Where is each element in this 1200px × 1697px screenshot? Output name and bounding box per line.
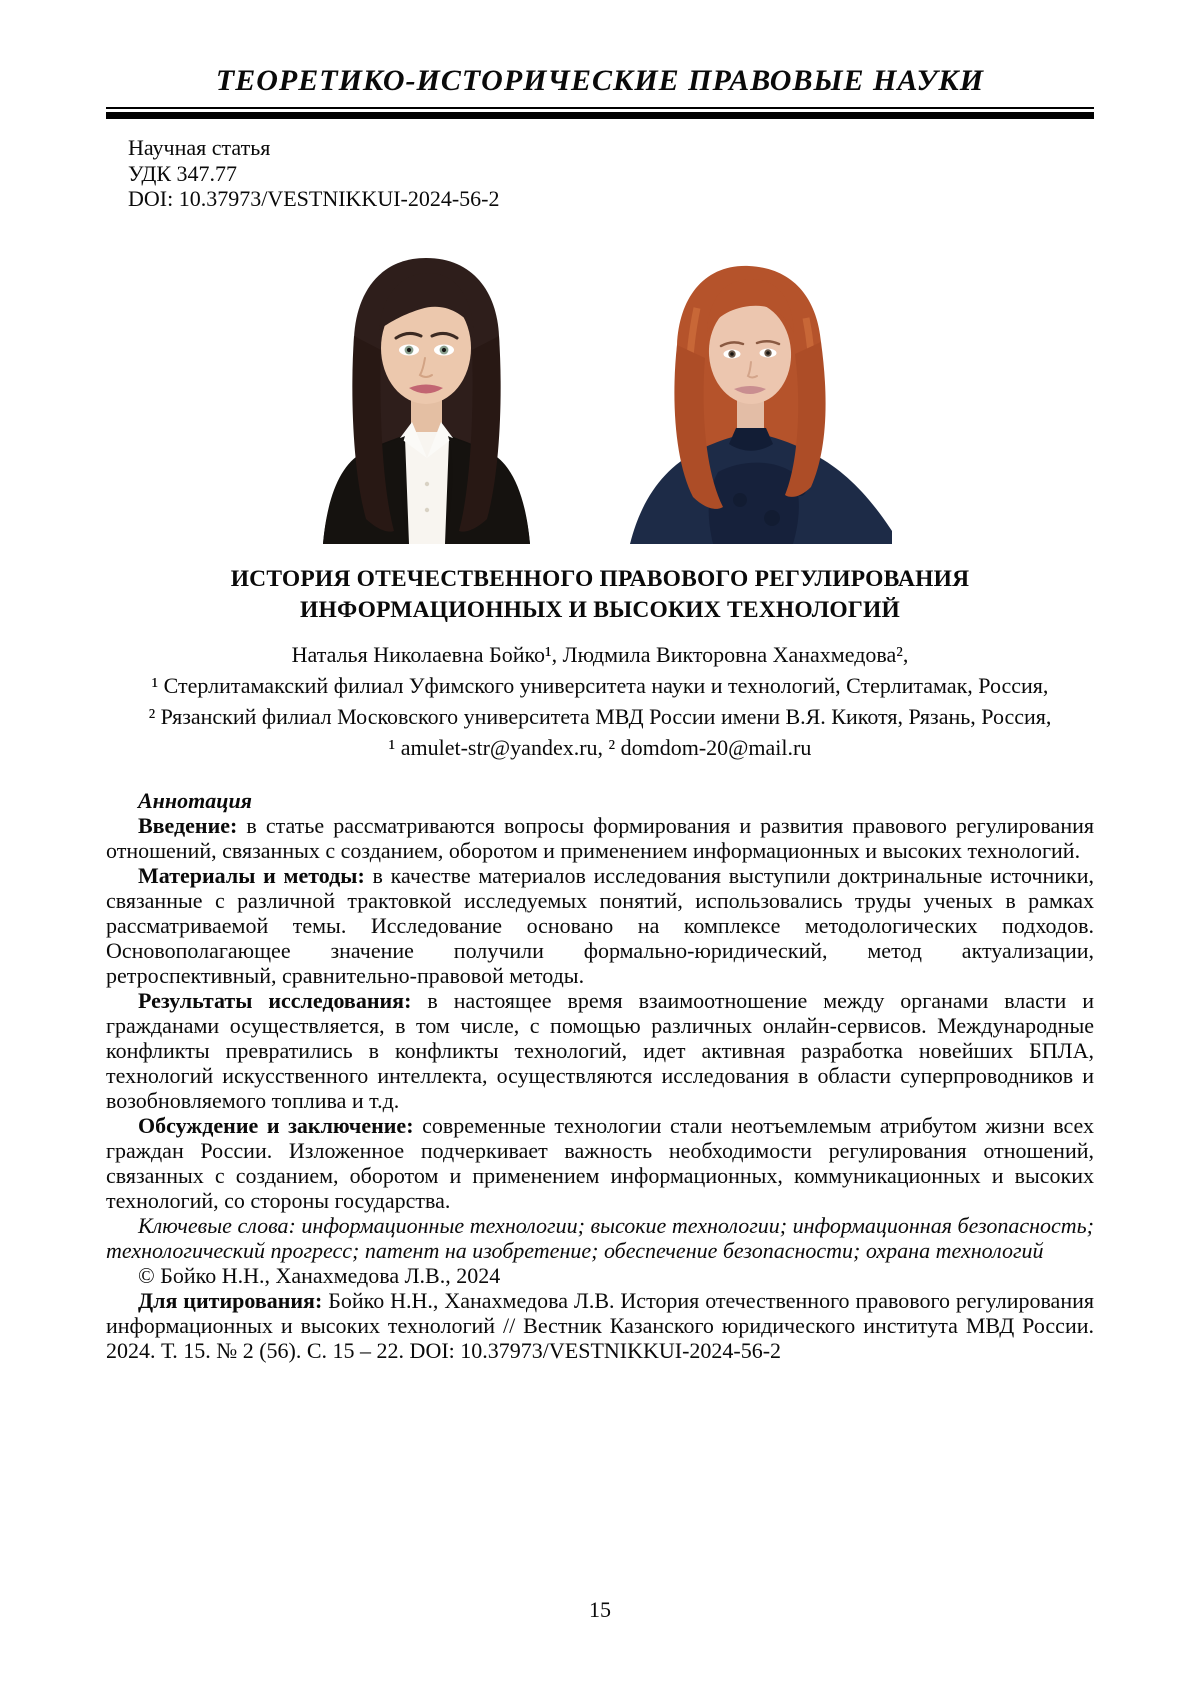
portrait-1-figure (323, 258, 530, 544)
abstract-results-label: Результаты исследования: (138, 987, 412, 1013)
affiliation-line-1: ¹ Стерлитамакский филиал Уфимского университета науки и технологий, Стерлитамак, Россия, (151, 672, 1049, 698)
emails-line: ¹ amulet-str@yandex.ru, ² domdom-20@mail.ru (388, 734, 812, 760)
portrait-2-collar (729, 428, 773, 451)
author-photos (106, 245, 1094, 544)
abstract-introduction-label: Введение: (138, 812, 238, 838)
udc-label: УДК 347.77 (128, 160, 238, 186)
abstract-discussion-label: Обсуждение и заключение: (138, 1112, 414, 1138)
author-photo-2 (600, 250, 892, 544)
abstract-materials-text: в качестве материалов исследования выступили доктринальные источники, связанные с различной трактовкой исследуемых понятий, использовались труды ученых в рамках рассматриваемой темы. Исследование основано на комплексе методологических подходов. Основополагающее значение получили формально-юридический, метод актуализации, ретроспективный, сравнительно-правовой методы. (106, 862, 1094, 988)
keywords-line (106, 1213, 1094, 1263)
authors-line: Наталья Николаевна Бойко¹, Людмила Викторовна Ханахмедова², (291, 641, 909, 667)
affiliation-line-2: ² Рязанский филиал Московского университета МВД России имени В.Я. Кикотя, Рязань, Россия, (148, 703, 1052, 729)
keywords-text: информационные технологии; высокие технологии; информационная безопасность; технологический прогресс; патент на изобретение; обеспечение безопасности; охрана технологий (106, 1212, 1095, 1263)
abstract-discussion-text: современные технологии стали неотъемлемым атрибутом жизни всех граждан России. Изложенное подчеркивает важность необходимости регулирования отношений, связанных с созданием, оборотом и применением информационных, коммуникационных и высоких технологий, со стороны государства. (106, 1112, 1094, 1213)
doi-label: DOI: 10.37973/VESTNIKKUI-2024-56-2 (128, 186, 500, 211)
citation-label: Для цитирования: (138, 1287, 323, 1313)
article-title-line2: ИНФОРМАЦИОННЫХ И ВЫСОКИХ ТЕХНОЛОГИЙ (299, 596, 900, 623)
article-type-label: Научная статья (128, 135, 271, 160)
citation-text: Бойко Н.Н., Ханахмедова Л.В. История отечественного правового регулирования информационных и высоких технологий // Вестник Казанского юридического института МВД России. 2024. Т. 15. № 2 (56). С. 15 – 22. DOI: 10.37973/VESTNIKKUI-2024-56-2 (106, 1287, 1094, 1363)
author-photo-1 (309, 246, 544, 544)
section-rubric: ТЕОРЕТИКО-ИСТОРИЧЕСКИЕ ПРАВОВЫЕ НАУКИ (215, 64, 985, 97)
abstract-results-text: в настоящее время взаимоотношение между органами власти и гражданами осуществляется, в том числе, с помощью различных онлайн-сервисов. Международные конфликты превратились в конфликты технологий, идет активная разработка новейших БПЛА, технологий искусственного интеллекта, осуществляются исследования в области суперпроводников и возобновляемого топлива и т.д. (106, 987, 1094, 1113)
abstract-introduction-text: в статье рассматриваются вопросы формирования и развития правового регулирования отношений, связанных с созданием, оборотом и применением информационных и высоких технологий. (106, 812, 1094, 863)
abstract-block (106, 788, 1094, 1363)
header-rule-thin (106, 107, 1094, 109)
keywords-label: Ключевые слова: (138, 1212, 296, 1238)
portrait-2-top-texture (708, 462, 798, 543)
abstract-heading: Аннотация (138, 787, 253, 813)
page-header (106, 0, 1094, 119)
header-rule-thick (106, 112, 1094, 119)
page-number: 15 (589, 1597, 611, 1622)
article-title (106, 564, 1094, 626)
citation-line (106, 1288, 1094, 1363)
abstract-discussion (106, 1113, 1094, 1213)
article-meta (106, 135, 1094, 212)
portrait-2-figure (630, 265, 892, 543)
byline-block (106, 639, 1094, 763)
abstract-results (106, 988, 1094, 1113)
abstract-materials-label: Материалы и методы: (138, 862, 365, 888)
abstract-introduction (106, 813, 1094, 863)
copyright-line: © Бойко Н.Н., Ханахмедова Л.В., 2024 (138, 1262, 501, 1288)
article-title-line1: ИСТОРИЯ ОТЕЧЕСТВЕННОГО ПРАВОВОГО РЕГУЛИРОВАНИЯ (230, 565, 970, 592)
abstract-materials (106, 863, 1094, 988)
